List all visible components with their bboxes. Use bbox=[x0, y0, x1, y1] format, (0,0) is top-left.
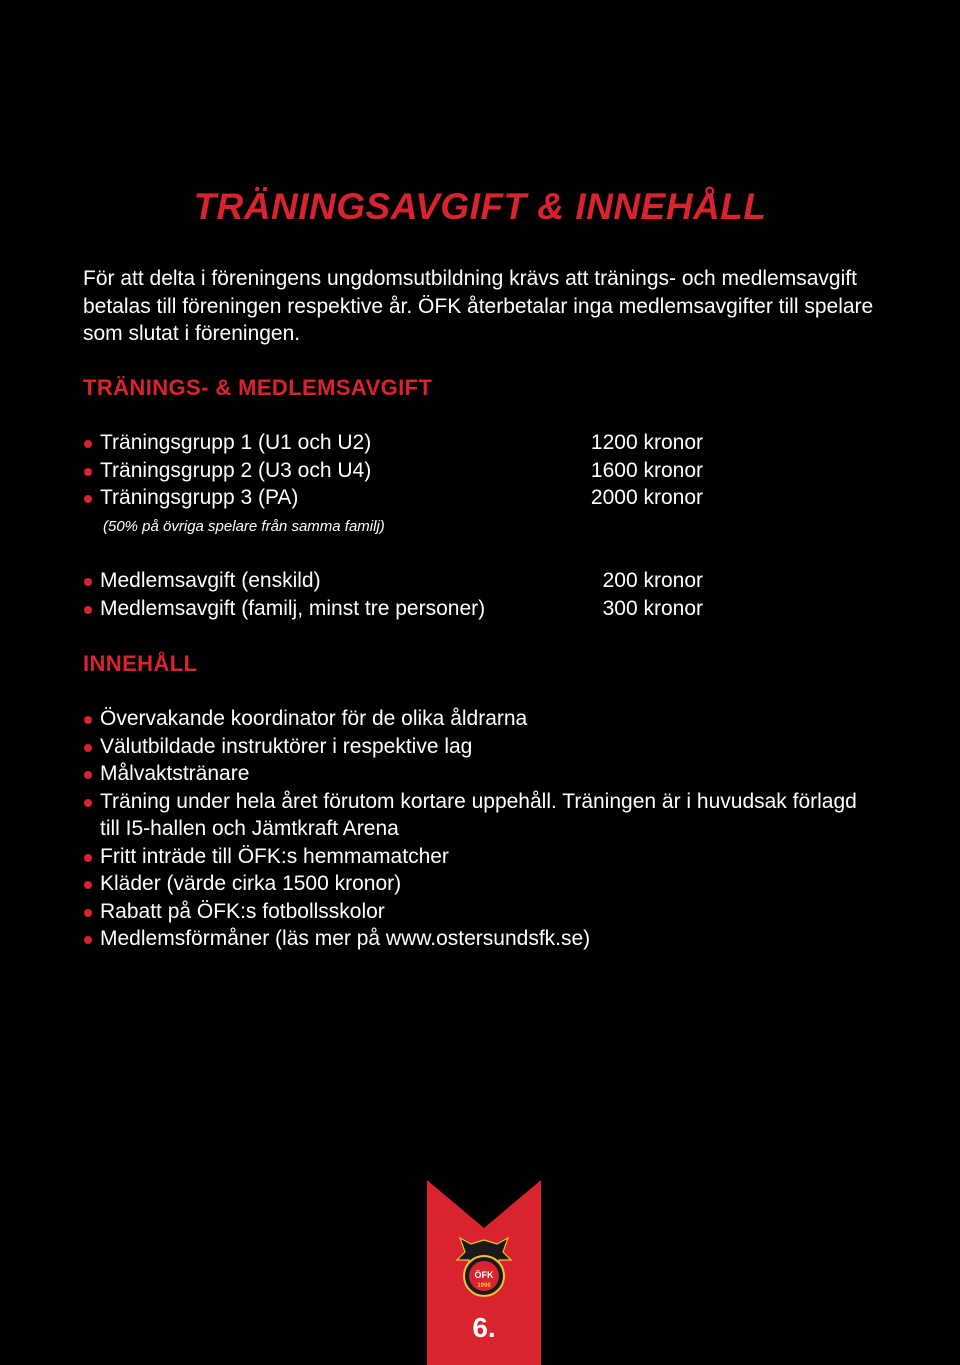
crest-year: 1996 bbox=[477, 1283, 491, 1289]
fee-row bbox=[83, 567, 723, 595]
bullet-icon bbox=[84, 578, 92, 586]
fee-label: Medlemsavgift (enskild) bbox=[100, 569, 321, 592]
bullet-icon bbox=[84, 771, 92, 779]
list-item-text: Välutbildade instruktörer i respektive lag bbox=[100, 734, 473, 758]
list-item bbox=[83, 705, 883, 733]
content-list bbox=[83, 705, 883, 953]
fee-label: Träningsgrupp 3 (PA) bbox=[100, 486, 299, 509]
bullet-icon bbox=[84, 936, 92, 944]
list-item bbox=[83, 898, 883, 926]
fee-row bbox=[83, 484, 723, 512]
fee-row bbox=[83, 429, 723, 457]
bullet-icon bbox=[84, 909, 92, 917]
fee-price: 2000 kronor bbox=[590, 486, 703, 509]
list-item-text: Fritt inträde till ÖFK:s hemmamatcher bbox=[100, 844, 449, 868]
list-item-text: Medlemsförmåner (läs mer på www.ostersundsfk.se) bbox=[100, 927, 591, 950]
list-item-text: Målvaktstränare bbox=[100, 762, 250, 785]
list-item-text: Rabatt på ÖFK:s fotbollsskolor bbox=[100, 899, 385, 923]
family-discount-note: (50% på övriga spelare från samma familj) bbox=[103, 518, 385, 535]
fee-label: Träningsgrupp 2 (U3 och U4) bbox=[100, 458, 372, 482]
crest-text: ÖFK bbox=[474, 1270, 494, 1280]
bullet-icon bbox=[84, 881, 92, 889]
list-item bbox=[83, 870, 883, 898]
list-item bbox=[83, 733, 883, 761]
bullet-icon bbox=[84, 799, 92, 807]
bullet-icon bbox=[84, 495, 92, 503]
fee-label: Träningsgrupp 1 (U1 och U2) bbox=[100, 431, 372, 454]
bullet-icon bbox=[84, 440, 92, 448]
list-item bbox=[83, 925, 883, 953]
list-item bbox=[83, 760, 883, 788]
list-item-text: Träning under hela året förutom kortare uppehåll. Träningen är i huvudsak förlagd till I5-hallen och Jämtkraft Arena bbox=[100, 789, 857, 840]
fees-heading: TRÄNINGS- & MEDLEMSAVGIFT bbox=[83, 375, 433, 400]
fee-row bbox=[83, 595, 723, 623]
bullet-icon bbox=[84, 606, 92, 614]
fee-price: 1200 kronor bbox=[590, 431, 703, 454]
list-item bbox=[83, 843, 883, 871]
bullet-icon bbox=[84, 468, 92, 476]
bullet-icon bbox=[84, 854, 92, 862]
fee-price: 1600 kronor bbox=[590, 458, 703, 482]
bullet-icon bbox=[84, 744, 92, 752]
content-heading: INNEHÅLL bbox=[83, 651, 198, 676]
bullet-icon bbox=[84, 716, 92, 724]
membership-fee-list bbox=[83, 567, 723, 622]
fee-price: 200 kronor bbox=[602, 569, 703, 592]
fee-label: Medlemsavgift (familj, minst tre personer) bbox=[100, 596, 486, 620]
intro-paragraph: För att delta i föreningens ungdomsutbildning krävs att tränings- och medlemsavgift betalas till föreningen respektive år. ÖFK återbetalar inga medlemsavgifter till spelare som slutat i föreningen. bbox=[83, 267, 874, 345]
list-item bbox=[83, 788, 883, 843]
fee-row bbox=[83, 457, 723, 485]
training-fee-list bbox=[83, 429, 723, 512]
list-item-text: Kläder (värde cirka 1500 kronor) bbox=[100, 872, 402, 895]
list-item-text: Övervakande koordinator för de olika åldrarna bbox=[100, 707, 528, 730]
page-title: TRÄNINGSAVGIFT & INNEHÅLL bbox=[193, 186, 767, 227]
fee-price: 300 kronor bbox=[602, 596, 703, 620]
page-number: 6. bbox=[472, 1312, 496, 1343]
